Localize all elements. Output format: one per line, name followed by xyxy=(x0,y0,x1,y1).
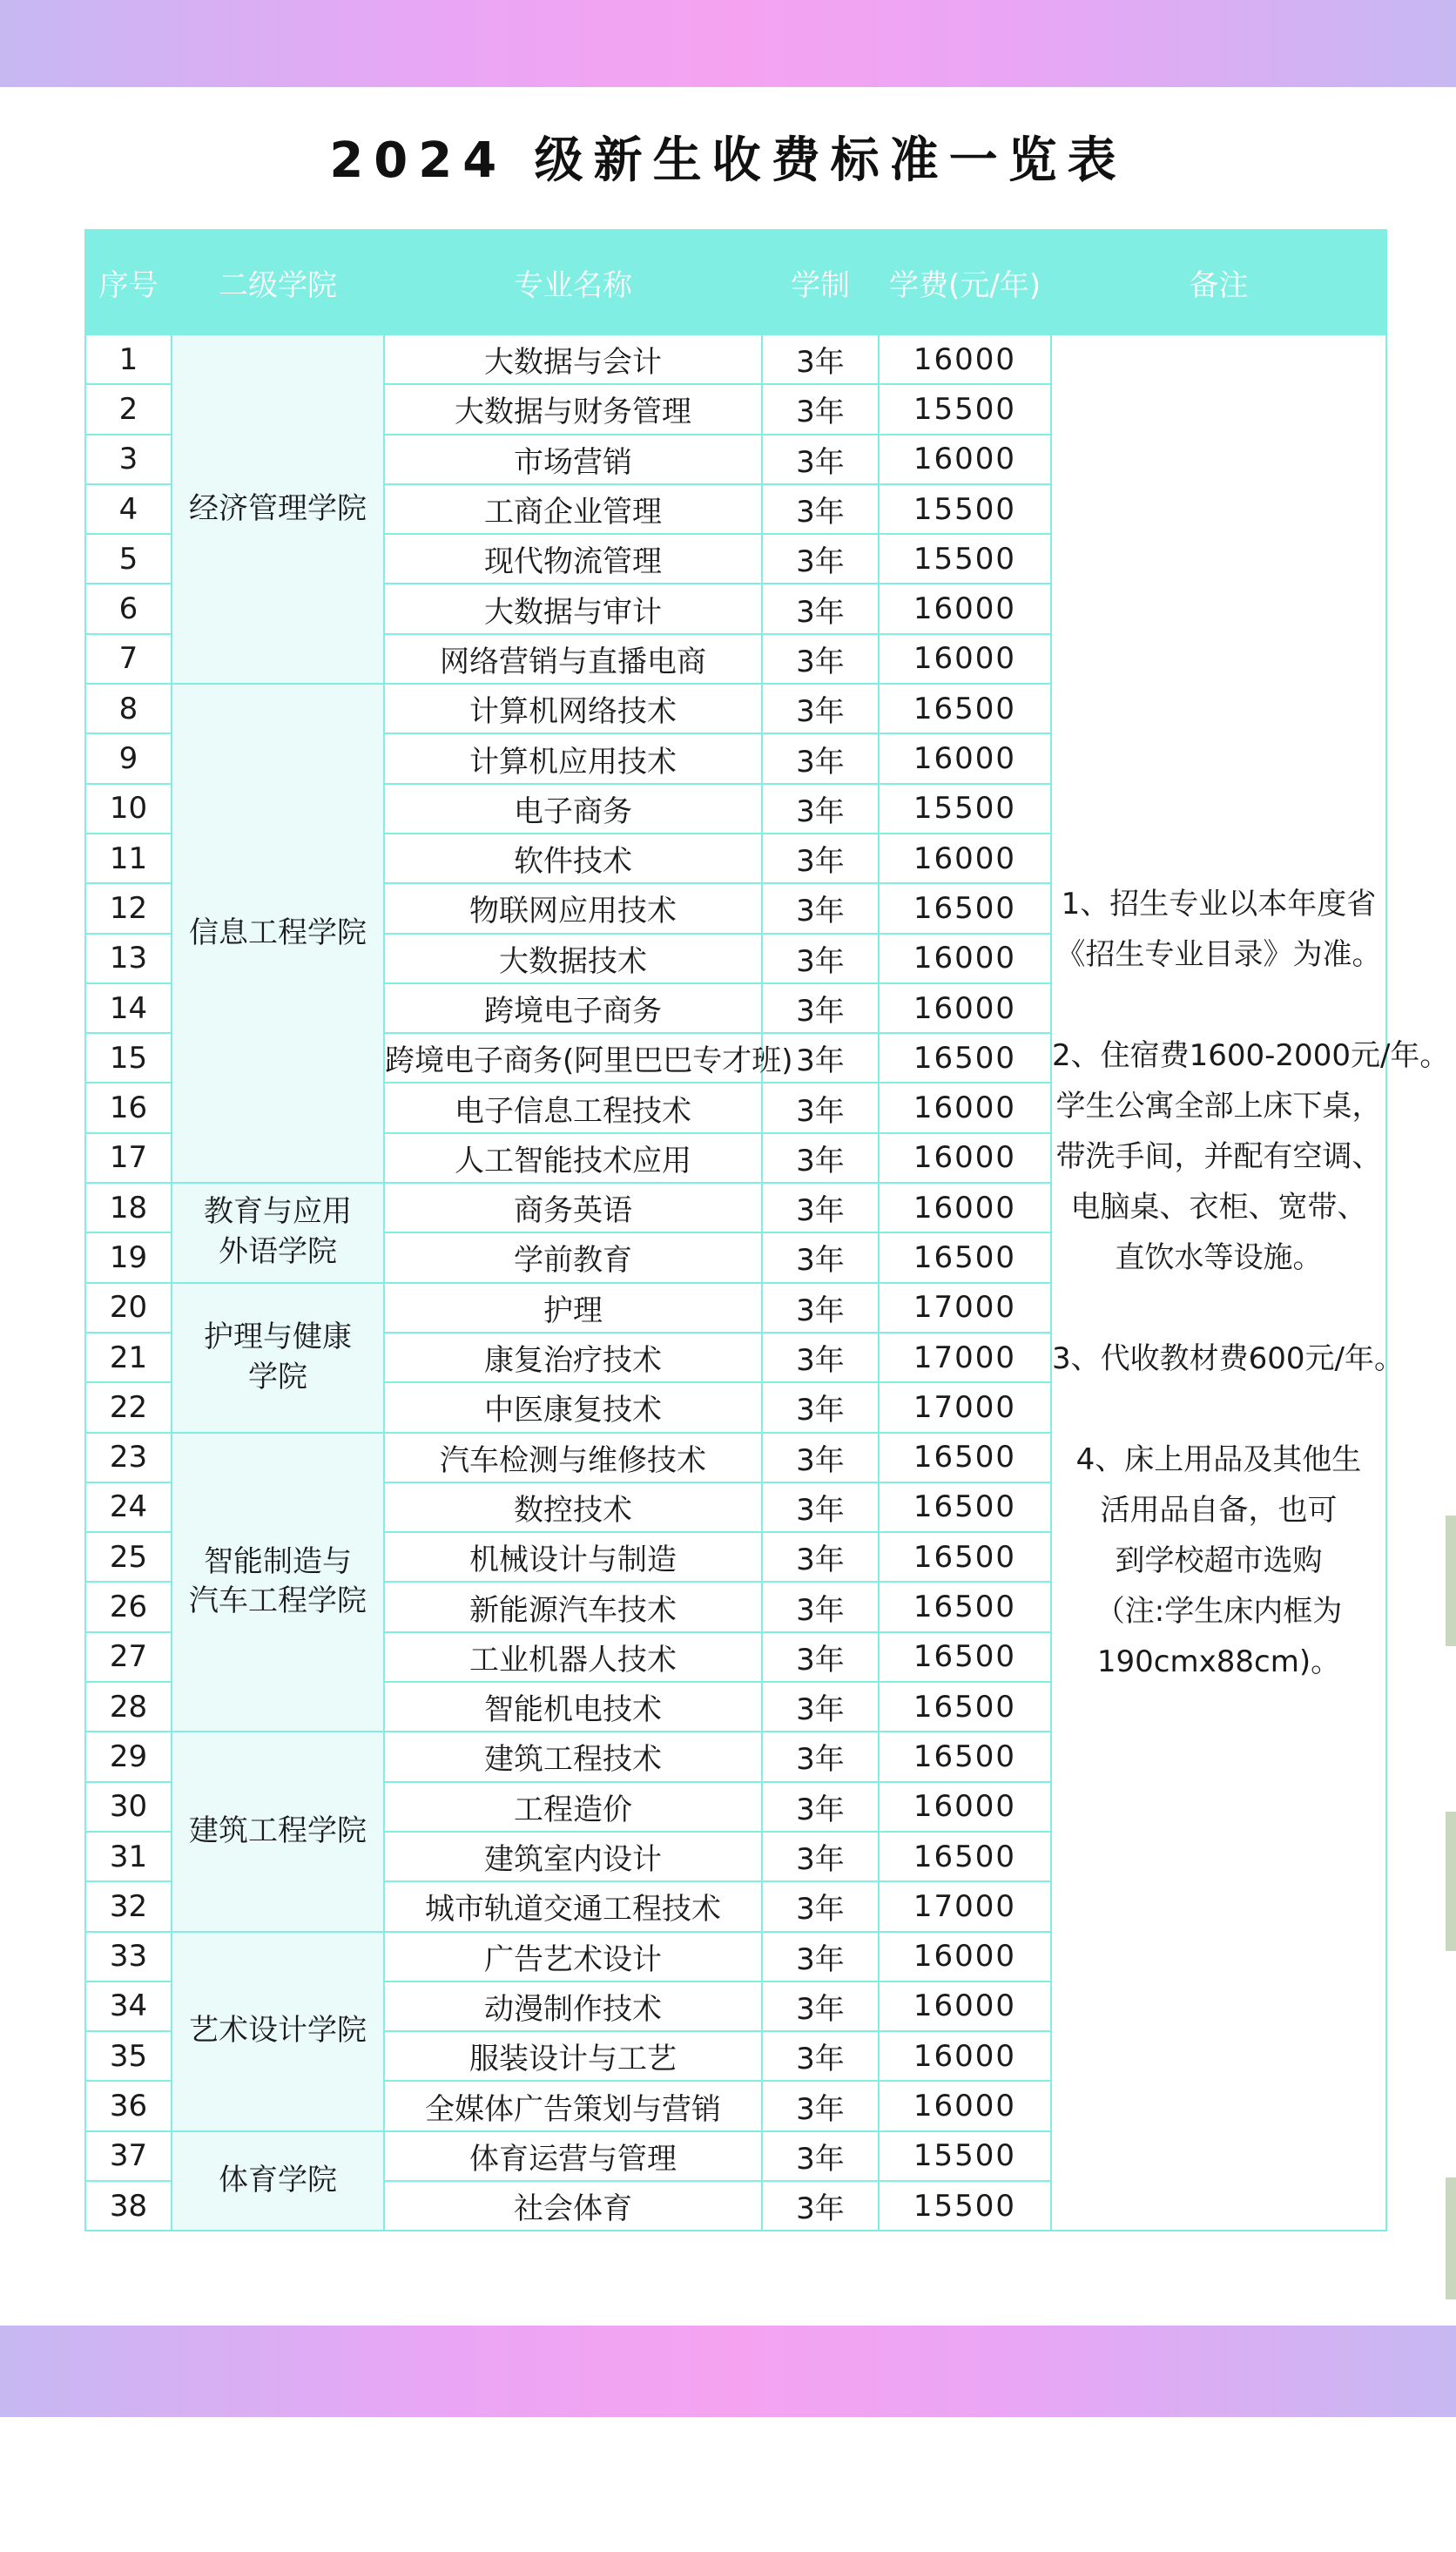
annual-tuition: 15500 xyxy=(879,2181,1051,2231)
row-index: 1 xyxy=(85,334,172,384)
note-line: 学生公寓全部上床下桌， xyxy=(1055,1088,1382,1124)
header-fee: 学费(元/年) xyxy=(879,230,1051,334)
note-line: 直饮水等设施。 xyxy=(1115,1239,1323,1275)
major-name: 全媒体广告策划与营销 xyxy=(384,2081,762,2130)
annual-tuition: 16000 xyxy=(879,1982,1051,2031)
college-name-line: 艺术设计学院 xyxy=(189,2013,367,2049)
major-name: 软件技术 xyxy=(384,834,762,883)
program-duration: 3年 xyxy=(762,684,879,733)
major-name: 工程造价 xyxy=(384,1782,762,1832)
row-index: 36 xyxy=(85,2081,172,2130)
program-duration: 3年 xyxy=(762,1682,879,1732)
annual-tuition: 16000 xyxy=(879,733,1051,783)
row-index: 26 xyxy=(85,1582,172,1631)
program-duration: 3年 xyxy=(762,1382,879,1432)
header-major: 专业名称 xyxy=(384,230,762,334)
notes-cell xyxy=(1051,334,1450,2231)
annual-tuition: 16500 xyxy=(879,1232,1051,1282)
annual-tuition: 17000 xyxy=(879,1881,1051,1931)
annual-tuition: 16500 xyxy=(879,1732,1051,1781)
major-name: 网络营销与直播电商 xyxy=(384,634,762,684)
note-item xyxy=(1052,1333,1404,1384)
program-duration: 3年 xyxy=(762,1782,879,1832)
college-name-cell xyxy=(172,1283,384,1433)
row-index: 20 xyxy=(85,1283,172,1333)
program-duration: 3年 xyxy=(762,334,879,384)
note-item xyxy=(1052,879,1385,980)
major-name: 跨境电子商务(阿里巴巴专才班) xyxy=(384,1033,762,1083)
annual-tuition: 16000 xyxy=(879,2031,1051,2081)
table-header-row xyxy=(85,230,1386,334)
major-name: 广告艺术设计 xyxy=(384,1932,762,1982)
annual-tuition: 16000 xyxy=(879,334,1051,384)
note-line: 带洗手间，并配有空调、 xyxy=(1055,1138,1382,1174)
row-index: 16 xyxy=(85,1083,172,1132)
row-index: 2 xyxy=(85,384,172,434)
note-line: 190cmx88cm)。 xyxy=(1096,1644,1341,1679)
header-notes: 备注 xyxy=(1051,230,1386,334)
row-index: 12 xyxy=(85,883,172,933)
annual-tuition: 15500 xyxy=(879,384,1051,434)
college-name-cell xyxy=(172,1732,384,1931)
row-index: 11 xyxy=(85,834,172,883)
annual-tuition: 16000 xyxy=(879,435,1051,484)
major-name: 体育运营与管理 xyxy=(384,2131,762,2181)
major-name: 学前教育 xyxy=(384,1232,762,1282)
bottom-decorative-band xyxy=(0,2326,1456,2417)
annual-tuition: 16500 xyxy=(879,1482,1051,1532)
program-duration: 3年 xyxy=(762,1133,879,1183)
college-name-line: 学院 xyxy=(248,1359,307,1394)
edge-decoration xyxy=(1446,1812,1456,1951)
annual-tuition: 16000 xyxy=(879,1932,1051,1982)
major-name: 建筑工程技术 xyxy=(384,1732,762,1781)
college-name-cell xyxy=(172,684,384,1183)
college-name-line: 智能制造与 xyxy=(204,1543,352,1579)
program-duration: 3年 xyxy=(762,1433,879,1482)
annual-tuition: 16000 xyxy=(879,584,1051,633)
note-line: 2、住宿费1600-2000元/年。 xyxy=(1052,1037,1450,1073)
college-name-line: 经济管理学院 xyxy=(189,490,367,526)
row-index: 32 xyxy=(85,1881,172,1931)
program-duration: 3年 xyxy=(762,1482,879,1532)
row-index: 24 xyxy=(85,1482,172,1532)
major-name: 护理 xyxy=(384,1283,762,1333)
row-index: 37 xyxy=(85,2131,172,2181)
row-index: 4 xyxy=(85,484,172,534)
program-duration: 3年 xyxy=(762,1333,879,1382)
college-name-line: 汽车工程学院 xyxy=(189,1583,367,1619)
top-decorative-band xyxy=(0,0,1456,87)
program-duration: 3年 xyxy=(762,1632,879,1682)
table-body xyxy=(85,334,1450,2231)
major-name: 数控技术 xyxy=(384,1482,762,1532)
annual-tuition: 16000 xyxy=(879,634,1051,684)
annual-tuition: 16500 xyxy=(879,1532,1051,1582)
annual-tuition: 17000 xyxy=(879,1283,1051,1333)
row-index: 33 xyxy=(85,1932,172,1982)
major-name: 智能机电技术 xyxy=(384,1682,762,1732)
annual-tuition: 16000 xyxy=(879,1183,1051,1232)
row-index: 25 xyxy=(85,1532,172,1582)
college-name-cell xyxy=(172,2131,384,2231)
fee-table xyxy=(84,229,1450,2231)
row-index: 22 xyxy=(85,1382,172,1432)
major-name: 人工智能技术应用 xyxy=(384,1133,762,1183)
edge-decoration xyxy=(1446,1516,1456,1646)
annual-tuition: 16000 xyxy=(879,934,1051,983)
annual-tuition: 15500 xyxy=(879,534,1051,584)
program-duration: 3年 xyxy=(762,584,879,633)
program-duration: 3年 xyxy=(762,1582,879,1631)
header-duration: 学制 xyxy=(762,230,879,334)
edge-decoration xyxy=(1446,2177,1456,2299)
program-duration: 3年 xyxy=(762,534,879,584)
annual-tuition: 16500 xyxy=(879,1682,1051,1732)
major-name: 大数据与财务管理 xyxy=(384,384,762,434)
major-name: 计算机网络技术 xyxy=(384,684,762,733)
row-index: 15 xyxy=(85,1033,172,1083)
major-name: 大数据与会计 xyxy=(384,334,762,384)
program-duration: 3年 xyxy=(762,2131,879,2181)
program-duration: 3年 xyxy=(762,1982,879,2031)
major-name: 大数据技术 xyxy=(384,934,762,983)
note-line: 活用品自备，也可 xyxy=(1100,1492,1338,1528)
program-duration: 3年 xyxy=(762,384,879,434)
program-duration: 3年 xyxy=(762,2181,879,2231)
program-duration: 3年 xyxy=(762,1832,879,1881)
annual-tuition: 16000 xyxy=(879,1782,1051,1832)
program-duration: 3年 xyxy=(762,1232,879,1282)
program-duration: 3年 xyxy=(762,1033,879,1083)
row-index: 13 xyxy=(85,934,172,983)
annual-tuition: 16500 xyxy=(879,1832,1051,1881)
program-duration: 3年 xyxy=(762,1881,879,1931)
note-line: 到学校超市选购 xyxy=(1115,1543,1323,1578)
major-name: 市场营销 xyxy=(384,435,762,484)
note-line: 《招生专业目录》为准。 xyxy=(1055,936,1382,972)
major-name: 现代物流管理 xyxy=(384,534,762,584)
program-duration: 3年 xyxy=(762,784,879,834)
major-name: 城市轨道交通工程技术 xyxy=(384,1881,762,1931)
annual-tuition: 16500 xyxy=(879,883,1051,933)
row-index: 8 xyxy=(85,684,172,733)
row-index: 19 xyxy=(85,1232,172,1282)
major-name: 商务英语 xyxy=(384,1183,762,1232)
row-index: 23 xyxy=(85,1433,172,1482)
college-name-line: 外语学院 xyxy=(219,1234,337,1270)
annual-tuition: 15500 xyxy=(879,2131,1051,2181)
major-name: 计算机应用技术 xyxy=(384,733,762,783)
note-item xyxy=(1052,1435,1385,1687)
annual-tuition: 16000 xyxy=(879,834,1051,883)
major-name: 新能源汽车技术 xyxy=(384,1582,762,1631)
annual-tuition: 15500 xyxy=(879,784,1051,834)
row-index: 27 xyxy=(85,1632,172,1682)
annual-tuition: 16500 xyxy=(879,1033,1051,1083)
program-duration: 3年 xyxy=(762,983,879,1033)
annual-tuition: 16000 xyxy=(879,983,1051,1033)
program-duration: 3年 xyxy=(762,934,879,983)
major-name: 康复治疗技术 xyxy=(384,1333,762,1382)
major-name: 服装设计与工艺 xyxy=(384,2031,762,2081)
note-line: 3、代收教材费600元/年。 xyxy=(1052,1340,1404,1376)
row-index: 17 xyxy=(85,1133,172,1183)
program-duration: 3年 xyxy=(762,1183,879,1232)
program-duration: 3年 xyxy=(762,2031,879,2081)
major-name: 汽车检测与维修技术 xyxy=(384,1433,762,1482)
program-duration: 3年 xyxy=(762,1932,879,1982)
major-name: 电子信息工程技术 xyxy=(384,1083,762,1132)
major-name: 物联网应用技术 xyxy=(384,883,762,933)
major-name: 工业机器人技术 xyxy=(384,1632,762,1682)
row-index: 18 xyxy=(85,1183,172,1232)
annual-tuition: 16500 xyxy=(879,1582,1051,1631)
program-duration: 3年 xyxy=(762,2081,879,2130)
major-name: 社会体育 xyxy=(384,2181,762,2231)
major-name: 中医康复技术 xyxy=(384,1382,762,1432)
row-index: 29 xyxy=(85,1732,172,1781)
annual-tuition: 16000 xyxy=(879,1083,1051,1132)
table-row xyxy=(85,334,1386,384)
row-index: 7 xyxy=(85,634,172,684)
program-duration: 3年 xyxy=(762,634,879,684)
header-college: 二级学院 xyxy=(172,230,384,334)
row-index: 31 xyxy=(85,1832,172,1881)
header-index: 序号 xyxy=(85,230,172,334)
college-name-line: 信息工程学院 xyxy=(189,915,367,950)
program-duration: 3年 xyxy=(762,484,879,534)
annual-tuition: 16000 xyxy=(879,2081,1051,2130)
annual-tuition: 17000 xyxy=(879,1333,1051,1382)
row-index: 9 xyxy=(85,733,172,783)
note-line: 4、床上用品及其他生 xyxy=(1075,1441,1362,1477)
major-name: 电子商务 xyxy=(384,784,762,834)
row-index: 34 xyxy=(85,1982,172,2031)
college-name-line: 教育与应用 xyxy=(204,1194,352,1230)
college-name-cell xyxy=(172,1932,384,2131)
program-duration: 3年 xyxy=(762,1532,879,1582)
program-duration: 3年 xyxy=(762,834,879,883)
page-title: 2024 级新生收费标准一览表 xyxy=(329,132,1127,189)
college-name-cell xyxy=(172,1433,384,1732)
row-index: 35 xyxy=(85,2031,172,2081)
major-name: 机械设计与制造 xyxy=(384,1532,762,1582)
program-duration: 3年 xyxy=(762,733,879,783)
row-index: 14 xyxy=(85,983,172,1033)
college-name-line: 护理与健康 xyxy=(204,1319,352,1354)
program-duration: 3年 xyxy=(762,1283,879,1333)
row-index: 28 xyxy=(85,1682,172,1732)
row-index: 6 xyxy=(85,584,172,633)
annual-tuition: 16500 xyxy=(879,1632,1051,1682)
major-name: 工商企业管理 xyxy=(384,484,762,534)
note-item xyxy=(1052,1030,1450,1283)
annual-tuition: 16500 xyxy=(879,1433,1051,1482)
college-name-cell xyxy=(172,1183,384,1283)
row-index: 3 xyxy=(85,435,172,484)
program-duration: 3年 xyxy=(762,1732,879,1781)
row-index: 38 xyxy=(85,2181,172,2231)
row-index: 5 xyxy=(85,534,172,584)
annual-tuition: 15500 xyxy=(879,484,1051,534)
college-name-line: 体育学院 xyxy=(219,2163,337,2198)
major-name: 动漫制作技术 xyxy=(384,1982,762,2031)
note-line: 电脑桌、衣柜、宽带、 xyxy=(1070,1189,1367,1225)
program-duration: 3年 xyxy=(762,883,879,933)
row-index: 10 xyxy=(85,784,172,834)
college-name-cell xyxy=(172,334,384,684)
major-name: 建筑室内设计 xyxy=(384,1832,762,1881)
row-index: 30 xyxy=(85,1782,172,1832)
note-line: （注:学生床内框为 xyxy=(1095,1593,1343,1629)
annual-tuition: 16000 xyxy=(879,1133,1051,1183)
major-name: 跨境电子商务 xyxy=(384,983,762,1033)
major-name: 大数据与审计 xyxy=(384,584,762,633)
program-duration: 3年 xyxy=(762,1083,879,1132)
program-duration: 3年 xyxy=(762,435,879,484)
annual-tuition: 16500 xyxy=(879,684,1051,733)
annual-tuition: 17000 xyxy=(879,1382,1051,1432)
row-index: 21 xyxy=(85,1333,172,1382)
note-line: 1、招生专业以本年度省 xyxy=(1061,886,1377,922)
college-name-line: 建筑工程学院 xyxy=(189,1813,367,1848)
